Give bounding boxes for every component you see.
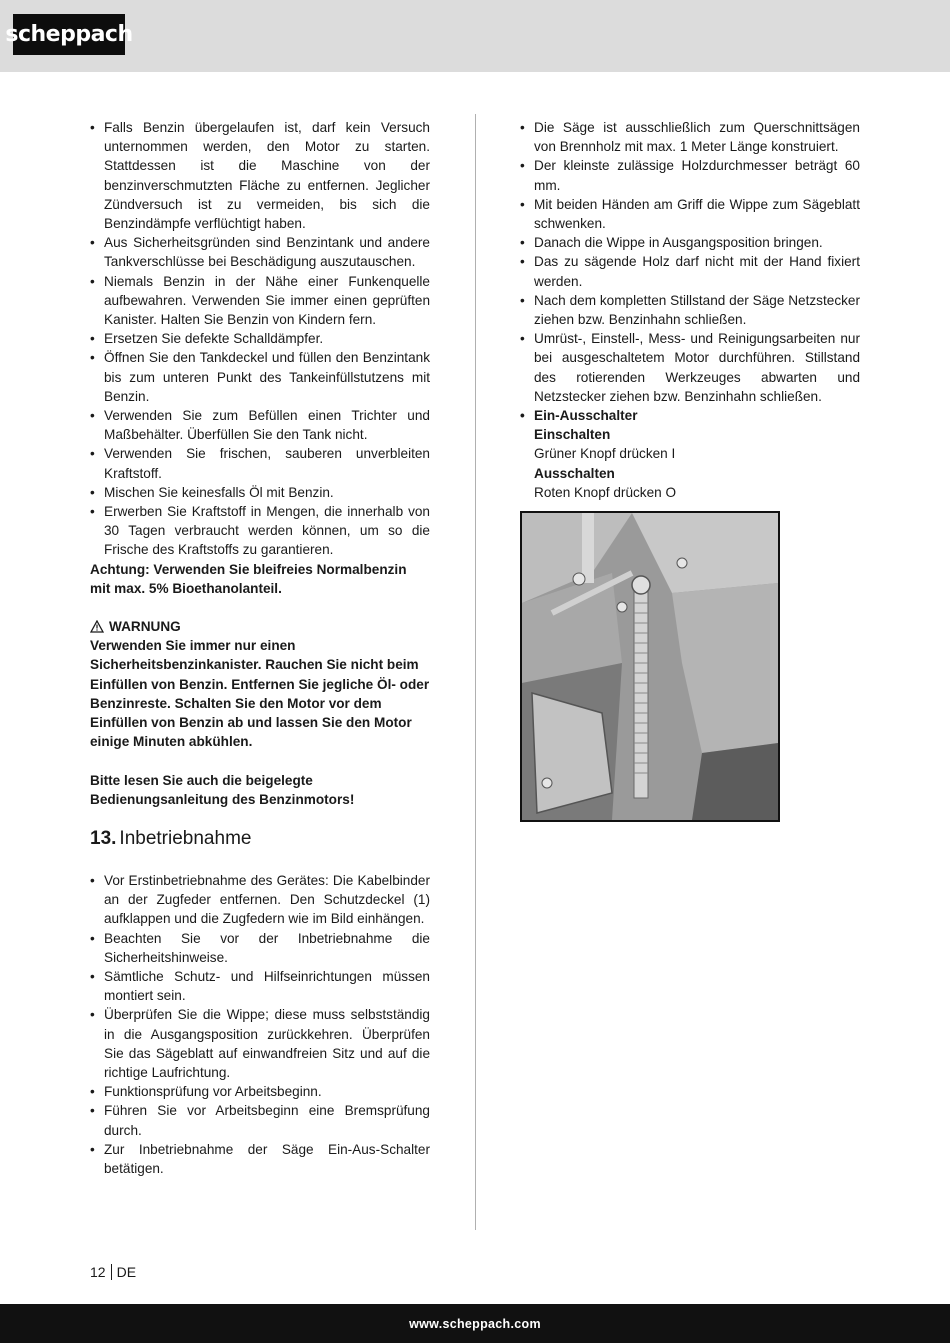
column-divider [475,114,476,1230]
section-title: Inbetriebnahme [119,827,252,849]
footer-bar [0,1304,950,1343]
left-column [90,118,430,1178]
scheppach-logo: scheppach [13,14,125,55]
switch-off-title: Ausschalten [534,465,615,481]
warning-title: WARNUNG [109,619,181,635]
saw-spring-photo [520,511,780,822]
section-number: 13. [90,827,117,849]
language-code: DE [116,1264,137,1280]
page-header [0,0,950,72]
operation-list [520,118,860,406]
list-item: • Beachten Sie vor der Inbetriebnahme die Sicherheitshinweise. [90,929,430,967]
list-item: • Falls Benzin übergelaufen ist, darf kein Versuch unternommen werden, den Motor zu starten. Stattdessen ist die Maschine von der benzinverschmutzten Fläche zu entfernen. Jeglicher Zündversuch ist zu vermeiden, bis sich die Benzindämpfe verflüchtigt haben. [90,118,430,233]
section-heading [90,827,430,851]
list-item: • Funktionsprüfung vor Arbeitsbeginn. [90,1082,430,1101]
saw-spring-illustration [522,513,778,820]
list-item: • Zur Inbetriebnahme der Säge Ein-Aus-Schalter betätigen. [90,1140,430,1178]
list-item: • Vor Erstinbetriebnahme des Gerätes: Die Kabelbinder an der Zugfeder entfernen. Den Schutzdeckel (1) aufklappen und die Zugfedern wie im Bild einhängen. [90,871,430,929]
list-item: • Verwenden Sie zum Befüllen einen Trichter und Maßbehälter. Überfüllen Sie den Tank nicht. [90,406,430,444]
warning-triangle-icon [90,620,104,633]
list-item: • Mit beiden Händen am Griff die Wippe zum Sägeblatt schwenken. [520,195,860,233]
read-manual-note: Bitte lesen Sie auch die beigelegte Bedienungsanleitung des Benzinmotors! [90,772,355,807]
list-item: • Aus Sicherheitsgründen sind Benzintank und andere Tankverschlüsse bei Beschädigung auszutauschen. [90,233,430,271]
warning-text: Verwenden Sie immer nur einen Sicherheitsbenzinkanister. Rauchen Sie nicht beim Einfüllen von Benzin. Entfernen Sie jegliche Öl- oder Benzinreste. Schalten Sie den Motor vor dem Einfüllen von Benzin ab und lassen Sie den Motor einige Minuten abkühlen. [90,638,430,750]
switch-on-title: Einschalten [534,427,611,443]
list-item: • Ersetzen Sie defekte Schalldämpfer. [90,329,430,348]
list-item: • Umrüst-, Einstell-, Mess- und Reinigungsarbeiten nur bei ausgeschaltetem Motor durchführen. Stillstand des rotierenden Werkzeuges abwarten und Netzstecker ziehen bzw. Benzinhahn schließen. [520,329,860,406]
list-item: • Niemals Benzin in der Nähe einer Funkenquelle aufbewahren. Verwenden Sie immer einen geprüften Kanister. Halten Sie Benzin von Kindern fern. [90,272,430,330]
list-item: • Erwerben Sie Kraftstoff in Mengen, die innerhalb von 30 Tagen verbraucht werden können, um so die Frische des Kraftstoffs zu garantieren. [90,502,430,560]
list-item: • Nach dem kompletten Stillstand der Säge Netzstecker ziehen bzw. Benzinhahn schließen. [520,291,860,329]
commissioning-list [90,871,430,1178]
list-item: • Der kleinste zulässige Holzdurchmesser beträgt 60 mm. [520,156,860,194]
switch-off-text: Roten Knopf drücken O [534,484,677,500]
list-item: • Führen Sie vor Arbeitsbeginn eine Bremsprüfung durch. [90,1101,430,1139]
list-item: • Öffnen Sie den Tankdeckel und füllen den Benzintank bis zum unteren Punkt des Tankeinfüllstutzens mit Benzin. [90,348,430,406]
page-number: 12 [90,1264,106,1280]
right-column [520,118,860,502]
list-item: • Die Säge ist ausschließlich zum Querschnittsägen von Brennholz mit max. 1 Meter Länge konstruiert. [520,118,860,156]
list-item: • Mischen Sie keinesfalls Öl mit Benzin. [90,483,430,502]
list-item: • Überprüfen Sie die Wippe; diese muss selbstständig in die Ausgangsposition zurückkehren. Überprüfen Sie das Sägeblatt auf einwandfreien Sitz und auf die richtige Laufrichtung. [90,1005,430,1082]
warning-heading [90,617,430,636]
attention-note: Achtung: Verwenden Sie bleifreies Normalbenzin mit max. 5% Bioethanolanteil. [90,561,407,596]
website-link[interactable]: www.scheppach.com [409,1316,541,1331]
list-item: • Danach die Wippe in Ausgangsposition bringen. [520,233,860,252]
list-item: • Sämtliche Schutz- und Hilfseinrichtungen müssen montiert sein. [90,967,430,1005]
switch-instructions: • Ein-Ausschalter Einschalten Grüner Knopf drücken I Ausschalten Roten Knopf drücken O [520,406,860,502]
page-footer [90,1264,136,1280]
footer-separator [111,1264,112,1280]
list-item: • Verwenden Sie frischen, sauberen unverbleiten Kraftstoff. [90,444,430,482]
switch-title: Ein-Ausschalter [534,408,638,424]
fuel-safety-list [90,118,430,560]
list-item: • Das zu sägende Holz darf nicht mit der Hand fixiert werden. [520,252,860,290]
switch-on-text: Grüner Knopf drücken I [534,446,676,462]
